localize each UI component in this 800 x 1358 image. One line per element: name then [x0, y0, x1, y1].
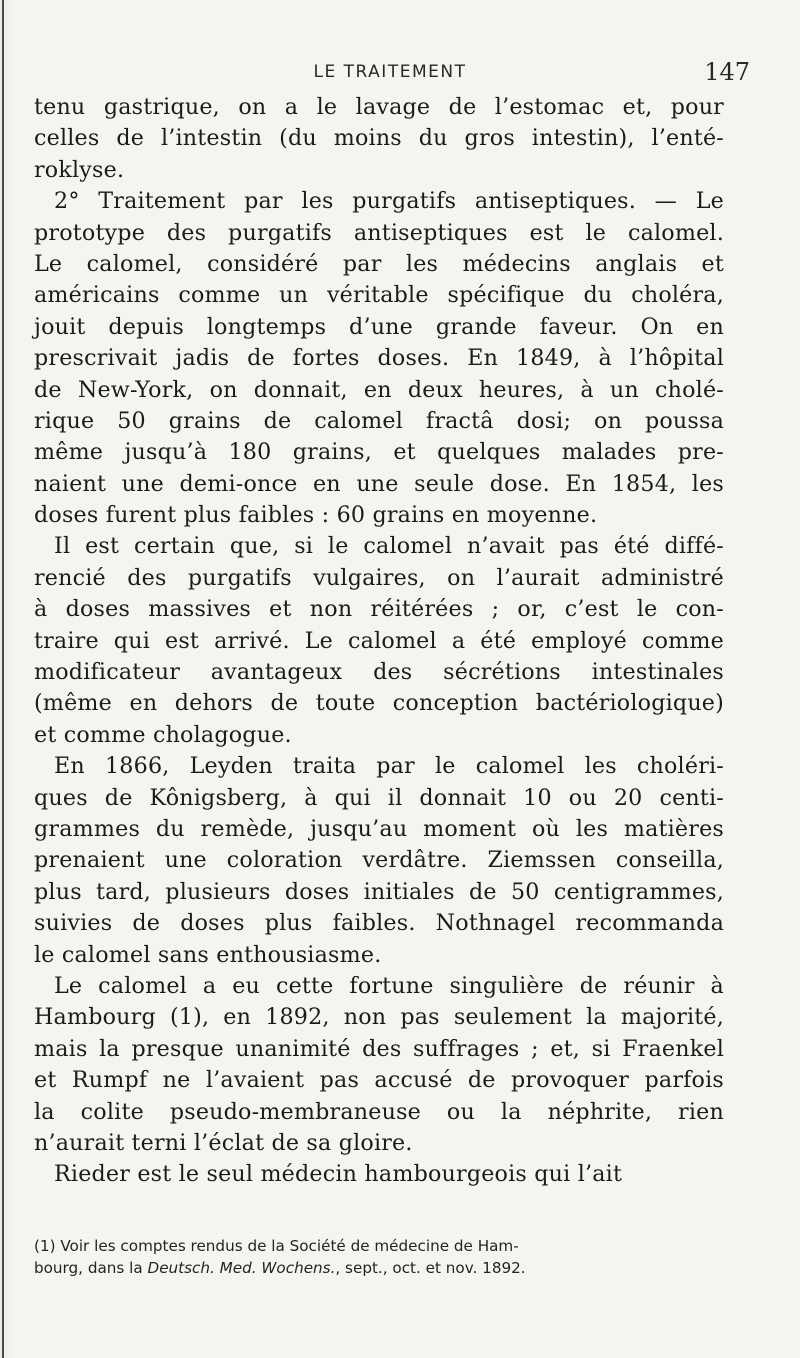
page-number: 147	[704, 58, 750, 86]
text-line: de New-York, on donnait, en deux heures, à un cholé-	[34, 376, 724, 403]
text-line: américains comme un véritable spécifique du choléra,	[34, 282, 724, 309]
text-line: traire qui est arrivé. Le calomel a été employé comme	[34, 627, 724, 654]
footnote-text-a: bourg, dans la	[34, 1259, 148, 1277]
text-line: prescrivait jadis de fortes doses. En 1849, à l’hôpital	[34, 345, 724, 372]
text-line: plus tard, plusieurs doses initiales de 50 centigrammes,	[34, 878, 724, 905]
text-line: Hambourg (1), en 1892, non pas seulement la majorité,	[34, 1004, 724, 1031]
text-line: tenu gastrique, on a le lavage de l’estomac et, pour	[34, 94, 724, 120]
footnote-journal-title: Deutsch. Med. Wochens.	[147, 1259, 336, 1277]
text-line: grammes du remède, jusqu’au moment où les matières	[34, 815, 724, 842]
text-line: doses furent plus faibles : 60 grains en moyenne.	[34, 502, 598, 529]
footnote-line-1: (1) Voir les comptes rendus de la Société de médecine de Ham-	[34, 1237, 519, 1255]
running-header	[30, 58, 750, 90]
text-line: suivies de doses plus faibles. Nothnagel recommanda	[34, 910, 724, 937]
page-edge-line	[2, 0, 4, 1358]
text-line: Il est certain que, si le calomel n’avait pas été diffé-	[54, 533, 724, 560]
footnote	[34, 1235, 724, 1279]
running-title: LE TRAITEMENT	[313, 62, 467, 82]
text-line: 2° Traitement par les purgatifs antiseptiques. — Le	[54, 188, 724, 215]
text-line: rencié des purgatifs vulgaires, on l’aurait administré	[34, 564, 724, 591]
text-line: à doses massives et non réitérées ; or, c’est le con-	[34, 596, 724, 623]
body-text	[34, 92, 724, 1191]
text-line: (même en dehors de toute conception bactériologique)	[34, 690, 724, 717]
text-line: Rieder est le seul médecin hambourgeois qui l’ait	[54, 1161, 623, 1188]
text-line: ques de Kônigsberg, à qui il donnait 10 ou 20 centi-	[34, 784, 724, 811]
text-line: la colite pseudo-membraneuse ou la néphrite, rien	[34, 1098, 724, 1125]
text-line: Le calomel a eu cette fortune singulière de réunir à	[54, 972, 724, 999]
text-line: Le calomel, considéré par les médecins anglais et	[34, 250, 724, 277]
text-line: roklyse.	[34, 156, 125, 183]
text-line: même jusqu’à 180 grains, et quelques malades pre-	[34, 439, 724, 466]
text-line: prototype des purgatifs antiseptiques est le calomel.	[34, 219, 724, 246]
text-line: n’aurait terni l’éclat de sa gloire.	[34, 1129, 413, 1156]
text-line: le calomel sans enthousiasme.	[34, 941, 382, 968]
text-line: modificateur avantageux des sécrétions intestinales	[34, 659, 724, 686]
text-line: celles de l’intestin (du moins du gros intestin), l’enté-	[34, 125, 724, 152]
text-line: prenaient une coloration verdâtre. Ziemssen conseilla,	[34, 847, 724, 874]
footnote-text-b: , sept., oct. et nov. 1892.	[335, 1259, 526, 1277]
text-line: jouit depuis longtemps d’une grande faveur. On en	[34, 313, 724, 340]
text-line: En 1866, Leyden traita par le calomel les choléri-	[54, 753, 724, 780]
text-line: rique 50 grains de calomel fractâ dosi; on poussa	[34, 407, 724, 434]
text-line: naient une demi-once en une seule dose. En 1854, les	[34, 470, 724, 497]
text-line: et Rumpf ne l’avaient pas accusé de provoquer parfois	[34, 1067, 724, 1094]
text-line: mais la presque unanimité des suffrages ; et, si Fraenkel	[34, 1035, 724, 1062]
text-line: et comme cholagogue.	[34, 721, 292, 748]
footnote-line-2	[34, 1257, 724, 1279]
